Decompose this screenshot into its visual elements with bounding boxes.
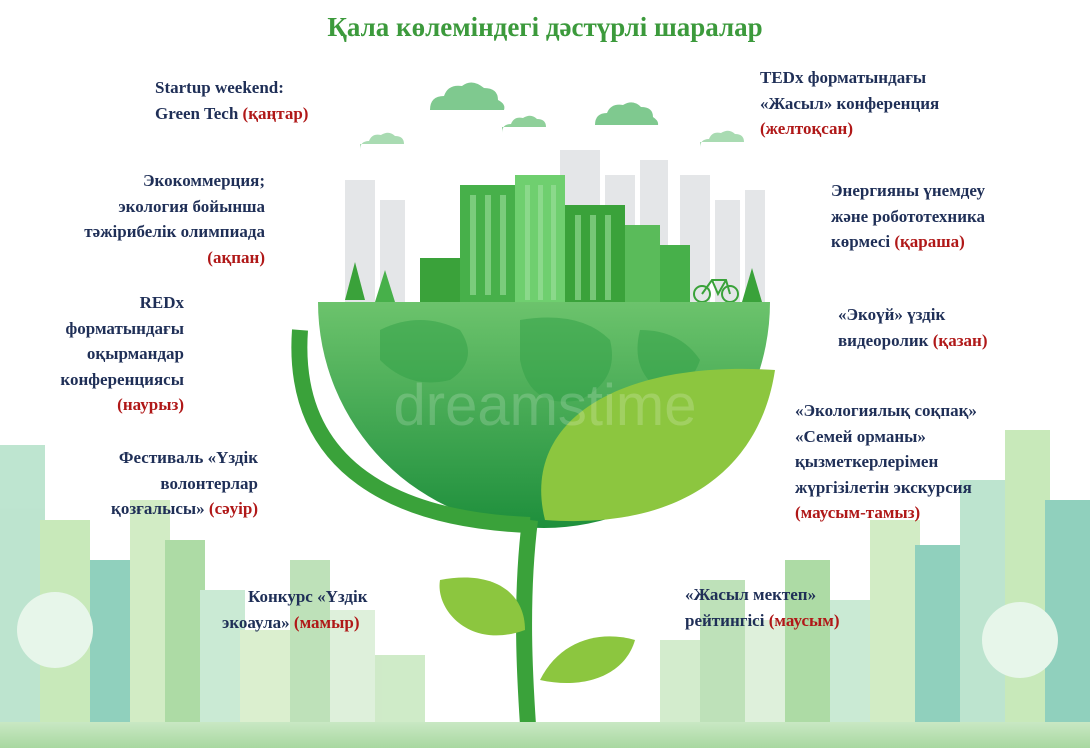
event-month: (ақпан) — [207, 247, 265, 267]
watermark-text: dreamstime — [393, 373, 697, 438]
ground-strip — [0, 722, 1090, 748]
small-leaf-right — [540, 636, 635, 683]
event-month: (қазан) — [932, 330, 988, 350]
plant-stem — [524, 520, 530, 725]
event-month: (мамыр) — [293, 612, 360, 632]
event-may: Конкурс «Үздік экоаула» (мамыр) — [222, 587, 368, 632]
event-month: (маусым) — [768, 610, 840, 630]
event-month: (наурыз) — [117, 395, 184, 414]
event-january: Startup weekend: Green Tech (қаңтар) — [155, 78, 309, 123]
event-month: (сәуір) — [208, 499, 258, 518]
page-title: Қала көлеміндегі дәстүрлі шаралар — [327, 12, 763, 42]
clouds — [360, 82, 744, 150]
event-june-august: «Экологиялық соқпақ» «Семей орманы» қызметкерлерімен жүргізілетін экскурсия (маусым-тамыз) — [795, 398, 977, 526]
event-february: Экокоммерция; экология бойынша тәжірибелік олимпиада (ақпан) — [84, 168, 265, 270]
event-month: (маусым-тамыз) — [795, 503, 921, 522]
event-month: (желтоқсан) — [760, 119, 853, 138]
small-leaf-left — [440, 577, 525, 635]
event-month: (қараша) — [894, 232, 965, 251]
event-november: Энергияны үнемдеу және робототехника көрмесі (қараша) — [831, 181, 986, 251]
event-october: «Экоүй» үздік видеоролик (қазан) — [838, 305, 988, 350]
event-month: (қаңтар) — [242, 103, 309, 123]
event-march: REDx форматындағы оқырмандар конференциясы (наурыз) — [60, 290, 184, 418]
event-december: TEDx форматындағы «Жасыл» конференция (желтоқсан) — [760, 65, 939, 142]
event-june: «Жасыл мектеп» рейтингісі (маусым) — [685, 585, 840, 630]
event-april: Фестиваль «Үздік волонтерлар қозғалысы» (сәуір) — [111, 448, 258, 518]
